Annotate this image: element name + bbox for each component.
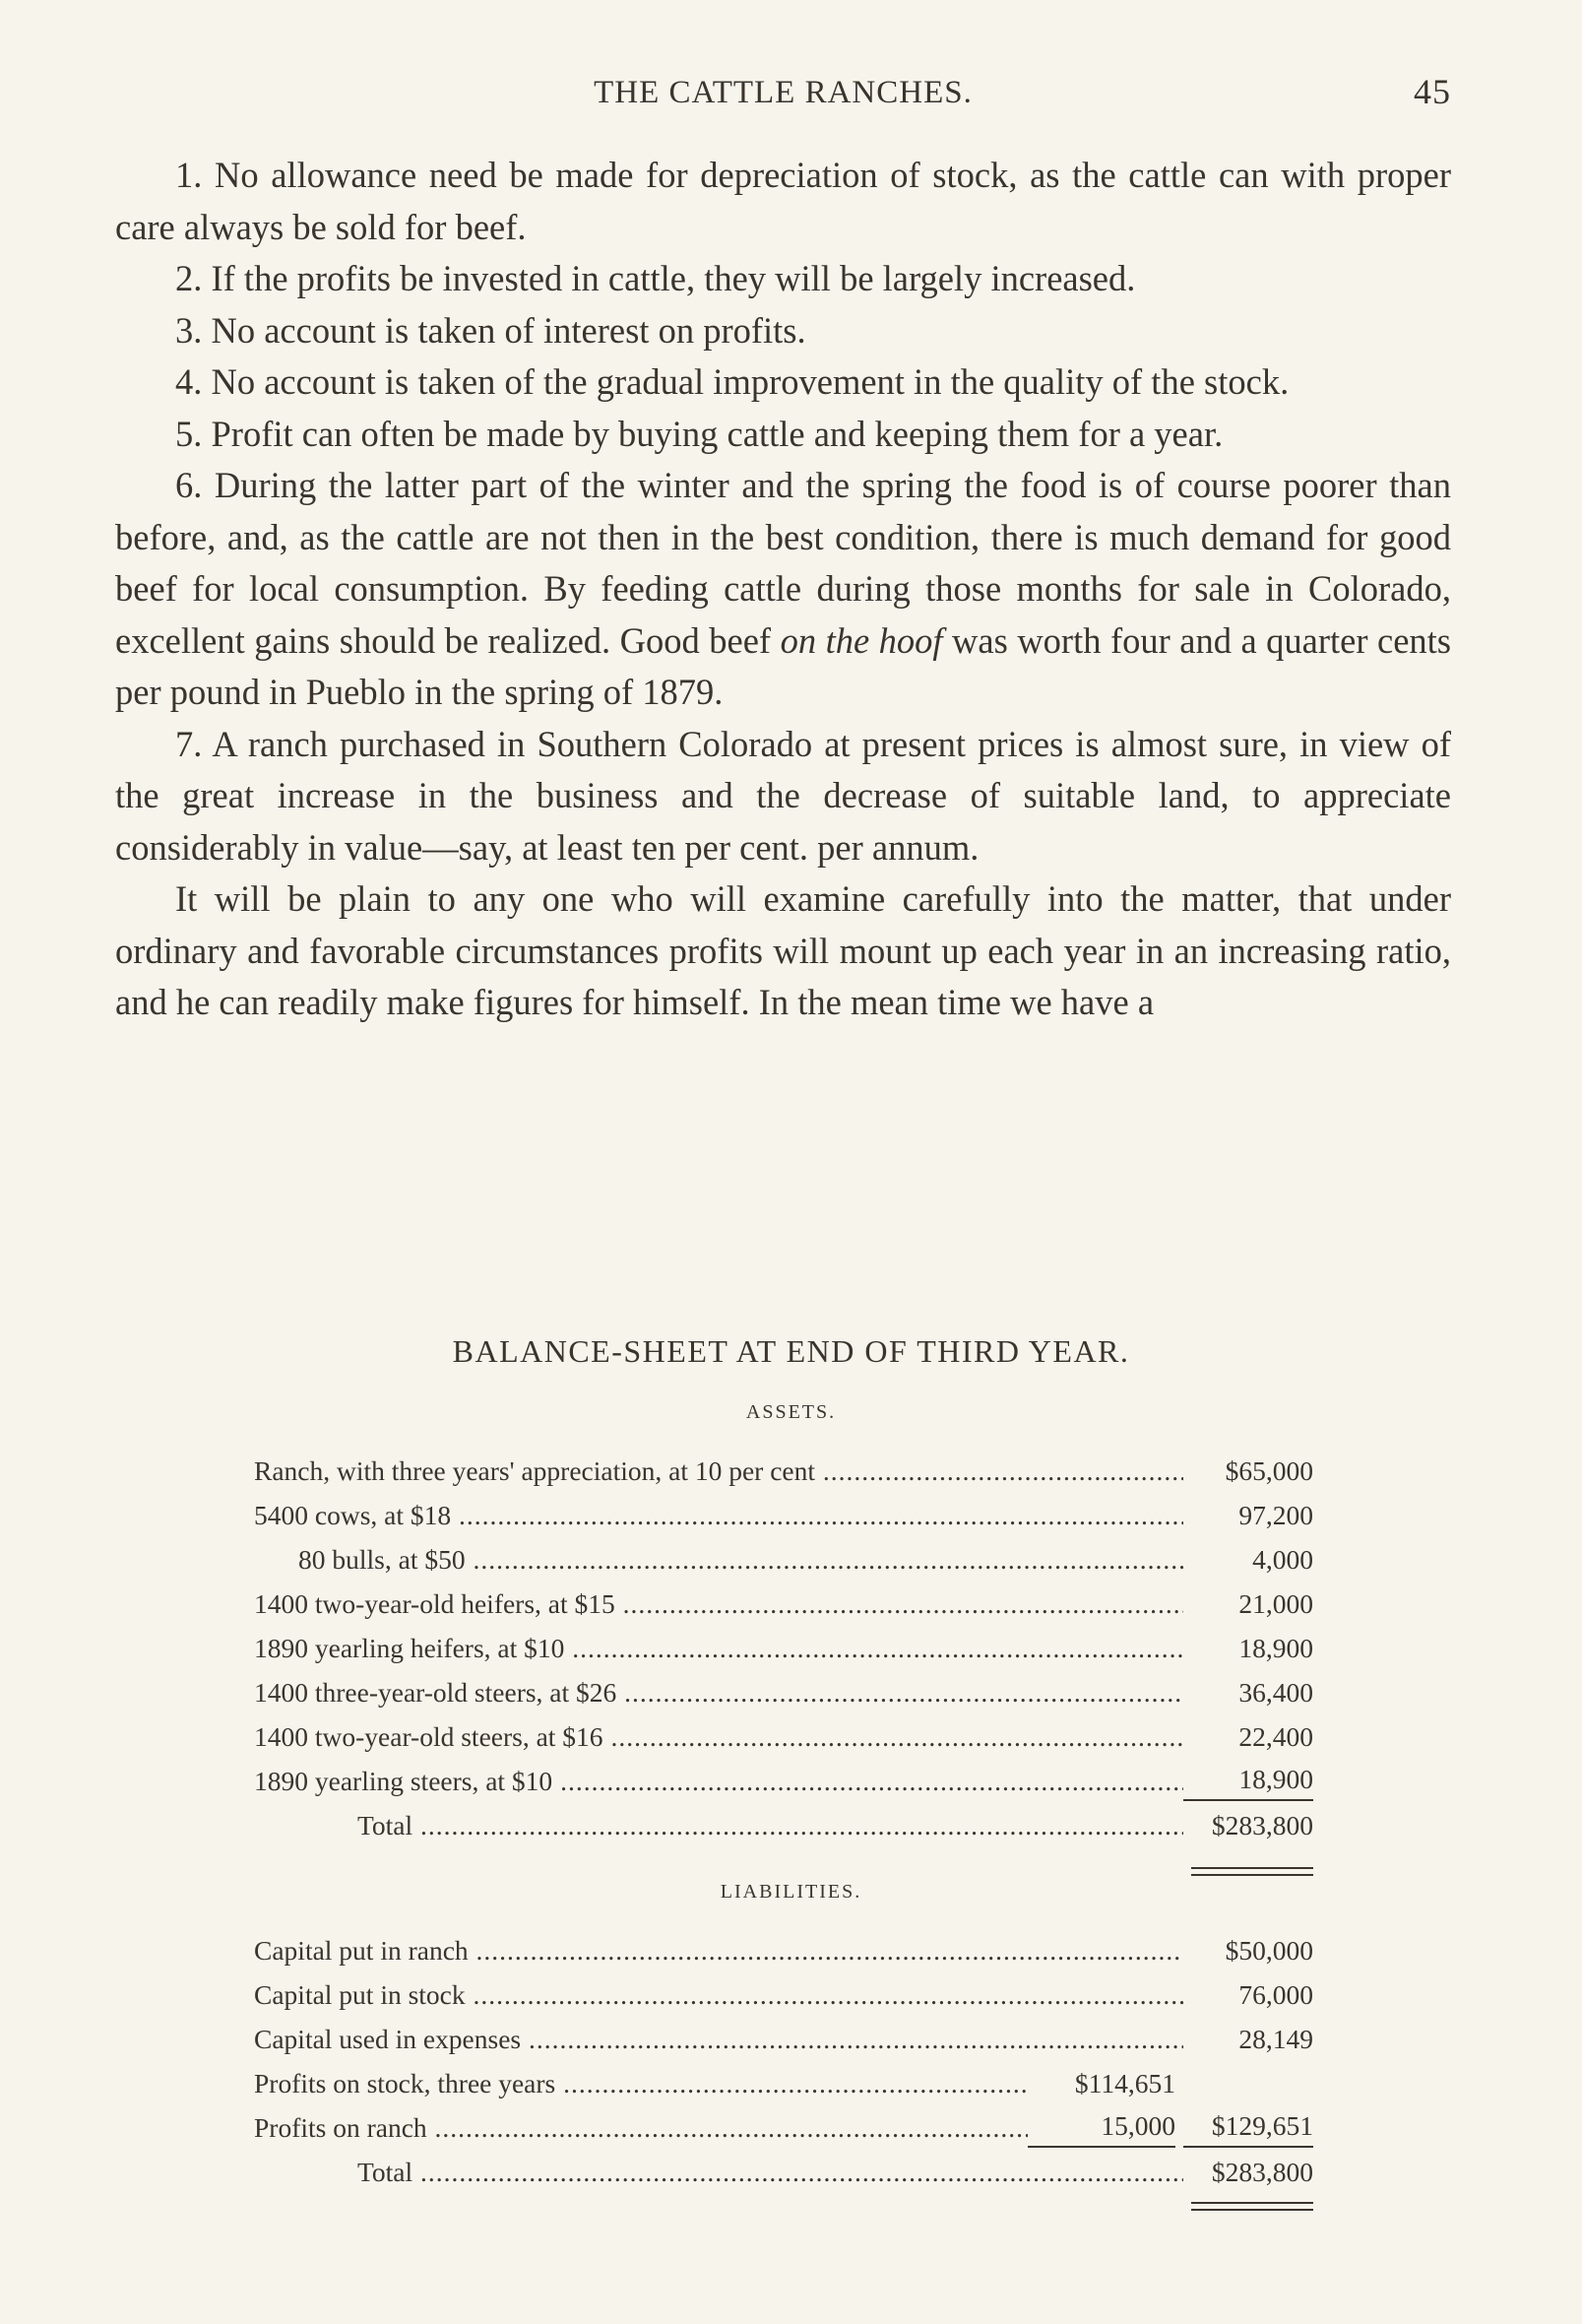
asset-row — [254, 1537, 1313, 1582]
paragraph-7: 7. A ranch purchased in Southern Colorado at present prices is almost sure, in view of the great increase in the business and the decrease of suitable land, to appreciate considerably in value—say, at least ten per cent. per annum. — [115, 723, 1451, 868]
asset-amount: 21,000 — [1183, 1582, 1313, 1626]
paragraph-6-italic: on the hoof — [780, 619, 943, 661]
running-title: THE CATTLE RANCHES. — [594, 75, 973, 110]
liabilities-total-label: Total ..... — [254, 2150, 1183, 2194]
paragraph-4: 4. No account is taken of the gradual improvement in the quality of the stock. — [175, 361, 1290, 402]
liability-row — [254, 1928, 1313, 1972]
liability-amount: 28,149 — [1183, 2017, 1313, 2061]
assets-double-rule — [1191, 1867, 1313, 1876]
asset-label: 1890 yearling heifers, at $10 ..... — [254, 1626, 1183, 1670]
asset-amount: 18,900 — [1183, 1626, 1313, 1670]
assets-ledger — [254, 1449, 1313, 1847]
liability-amount: $50,000 — [1183, 1928, 1313, 1972]
asset-label: 1400 three-year-old steers, at $26 ..... — [254, 1670, 1183, 1714]
liability-sub-amount: $114,651 — [1028, 2061, 1175, 2105]
paragraph-6 — [115, 460, 1451, 719]
asset-amount: $65,000 — [1183, 1449, 1313, 1493]
running-head — [115, 69, 1451, 118]
paragraph-6-before: 6. During the latter part of the winter and the spring the food is of course poorer than before, and, as the cattle are not then in the best condition, there is much demand for good beef for local consumption. By feeding cattle during those months for sale in Colorado, excellent gains should be realized. Good beef — [115, 465, 1451, 661]
asset-amount: 36,400 — [1183, 1670, 1313, 1714]
asset-label: 1400 two-year-old steers, at $16 ..... — [254, 1714, 1183, 1759]
liability-row — [254, 2017, 1313, 2061]
asset-label: 5400 cows, at $18 ..... — [254, 1493, 1183, 1537]
balance-sheet-title: BALANCE-SHEET AT END OF THIRD YEAR. — [452, 1333, 1130, 1369]
asset-row — [254, 1582, 1313, 1626]
page-number: 45 — [1414, 72, 1451, 111]
assets-total-amount: $283,800 — [1183, 1803, 1313, 1847]
asset-label: Ranch, with three years' appreciation, at 10 per cent ..... — [254, 1449, 1183, 1493]
asset-amount: 4,000 — [1183, 1537, 1313, 1582]
liabilities-total-row — [254, 2150, 1313, 2194]
liabilities-total-amount: $283,800 — [1183, 2150, 1313, 2194]
liability-label: Profits on ranch ..... — [254, 2105, 1032, 2150]
asset-row — [254, 1449, 1313, 1493]
liability-row — [254, 2061, 1313, 2105]
asset-row — [254, 1626, 1313, 1670]
liability-label: Capital used in expenses ..... — [254, 2017, 1183, 2061]
asset-row — [254, 1670, 1313, 1714]
liability-row — [254, 2105, 1313, 2150]
liability-amount: 76,000 — [1183, 1972, 1313, 2017]
asset-label: 1890 yearling steers, at $10 ..... — [254, 1759, 1183, 1803]
asset-amount: 18,900 — [1183, 1759, 1313, 1801]
assets-heading: ASSETS. — [745, 1401, 837, 1423]
liability-amount: $129,651 — [1183, 2105, 1313, 2148]
liabilities-ledger — [254, 1928, 1313, 2194]
liability-row — [254, 1972, 1313, 2017]
assets-total-label: Total ..... — [254, 1803, 1183, 1847]
liabilities-heading: LIABILITIES. — [720, 1881, 862, 1903]
liability-label: Capital put in stock ..... — [254, 1972, 1183, 2017]
liability-sub-amount: 15,000 — [1028, 2105, 1175, 2148]
paragraph-5: 5. Profit can often be made by buying cattle and keeping them for a year. — [175, 413, 1224, 454]
assets-total-row — [254, 1803, 1313, 1847]
asset-label: 1400 two-year-old heifers, at $15 ..... — [254, 1582, 1183, 1626]
asset-amount: 22,400 — [1183, 1714, 1313, 1759]
body-text — [115, 150, 1451, 1029]
asset-row — [254, 1759, 1313, 1803]
paragraph-3: 3. No account is taken of interest on profits. — [175, 309, 806, 351]
liabilities-double-rule — [1191, 2202, 1313, 2211]
paragraph-1: 1. No allowance need be made for depreciation of stock, as the cattle can with proper care always be sold for beef. — [115, 155, 1451, 247]
asset-amount: 97,200 — [1183, 1493, 1313, 1537]
asset-label: 80 bulls, at $50 ..... — [254, 1537, 1183, 1582]
liability-label: Profits on stock, three years ..... — [254, 2061, 1032, 2105]
paragraph-8: It will be plain to any one who will examine carefully into the matter, that under ordinary and favorable circumstances profits will mount up each year in an increasing ratio, and he can readily make figures for himself. In the mean time we have a — [115, 878, 1451, 1022]
asset-row — [254, 1714, 1313, 1759]
asset-row — [254, 1493, 1313, 1537]
paragraph-2: 2. If the profits be invested in cattle, they will be largely increased. — [175, 258, 1136, 298]
paragraph-6-after: was worth four and a quarter cents per pound in Pueblo in the spring of 1879. — [115, 619, 1452, 712]
liability-label: Capital put in ranch ..... — [254, 1928, 1183, 1972]
